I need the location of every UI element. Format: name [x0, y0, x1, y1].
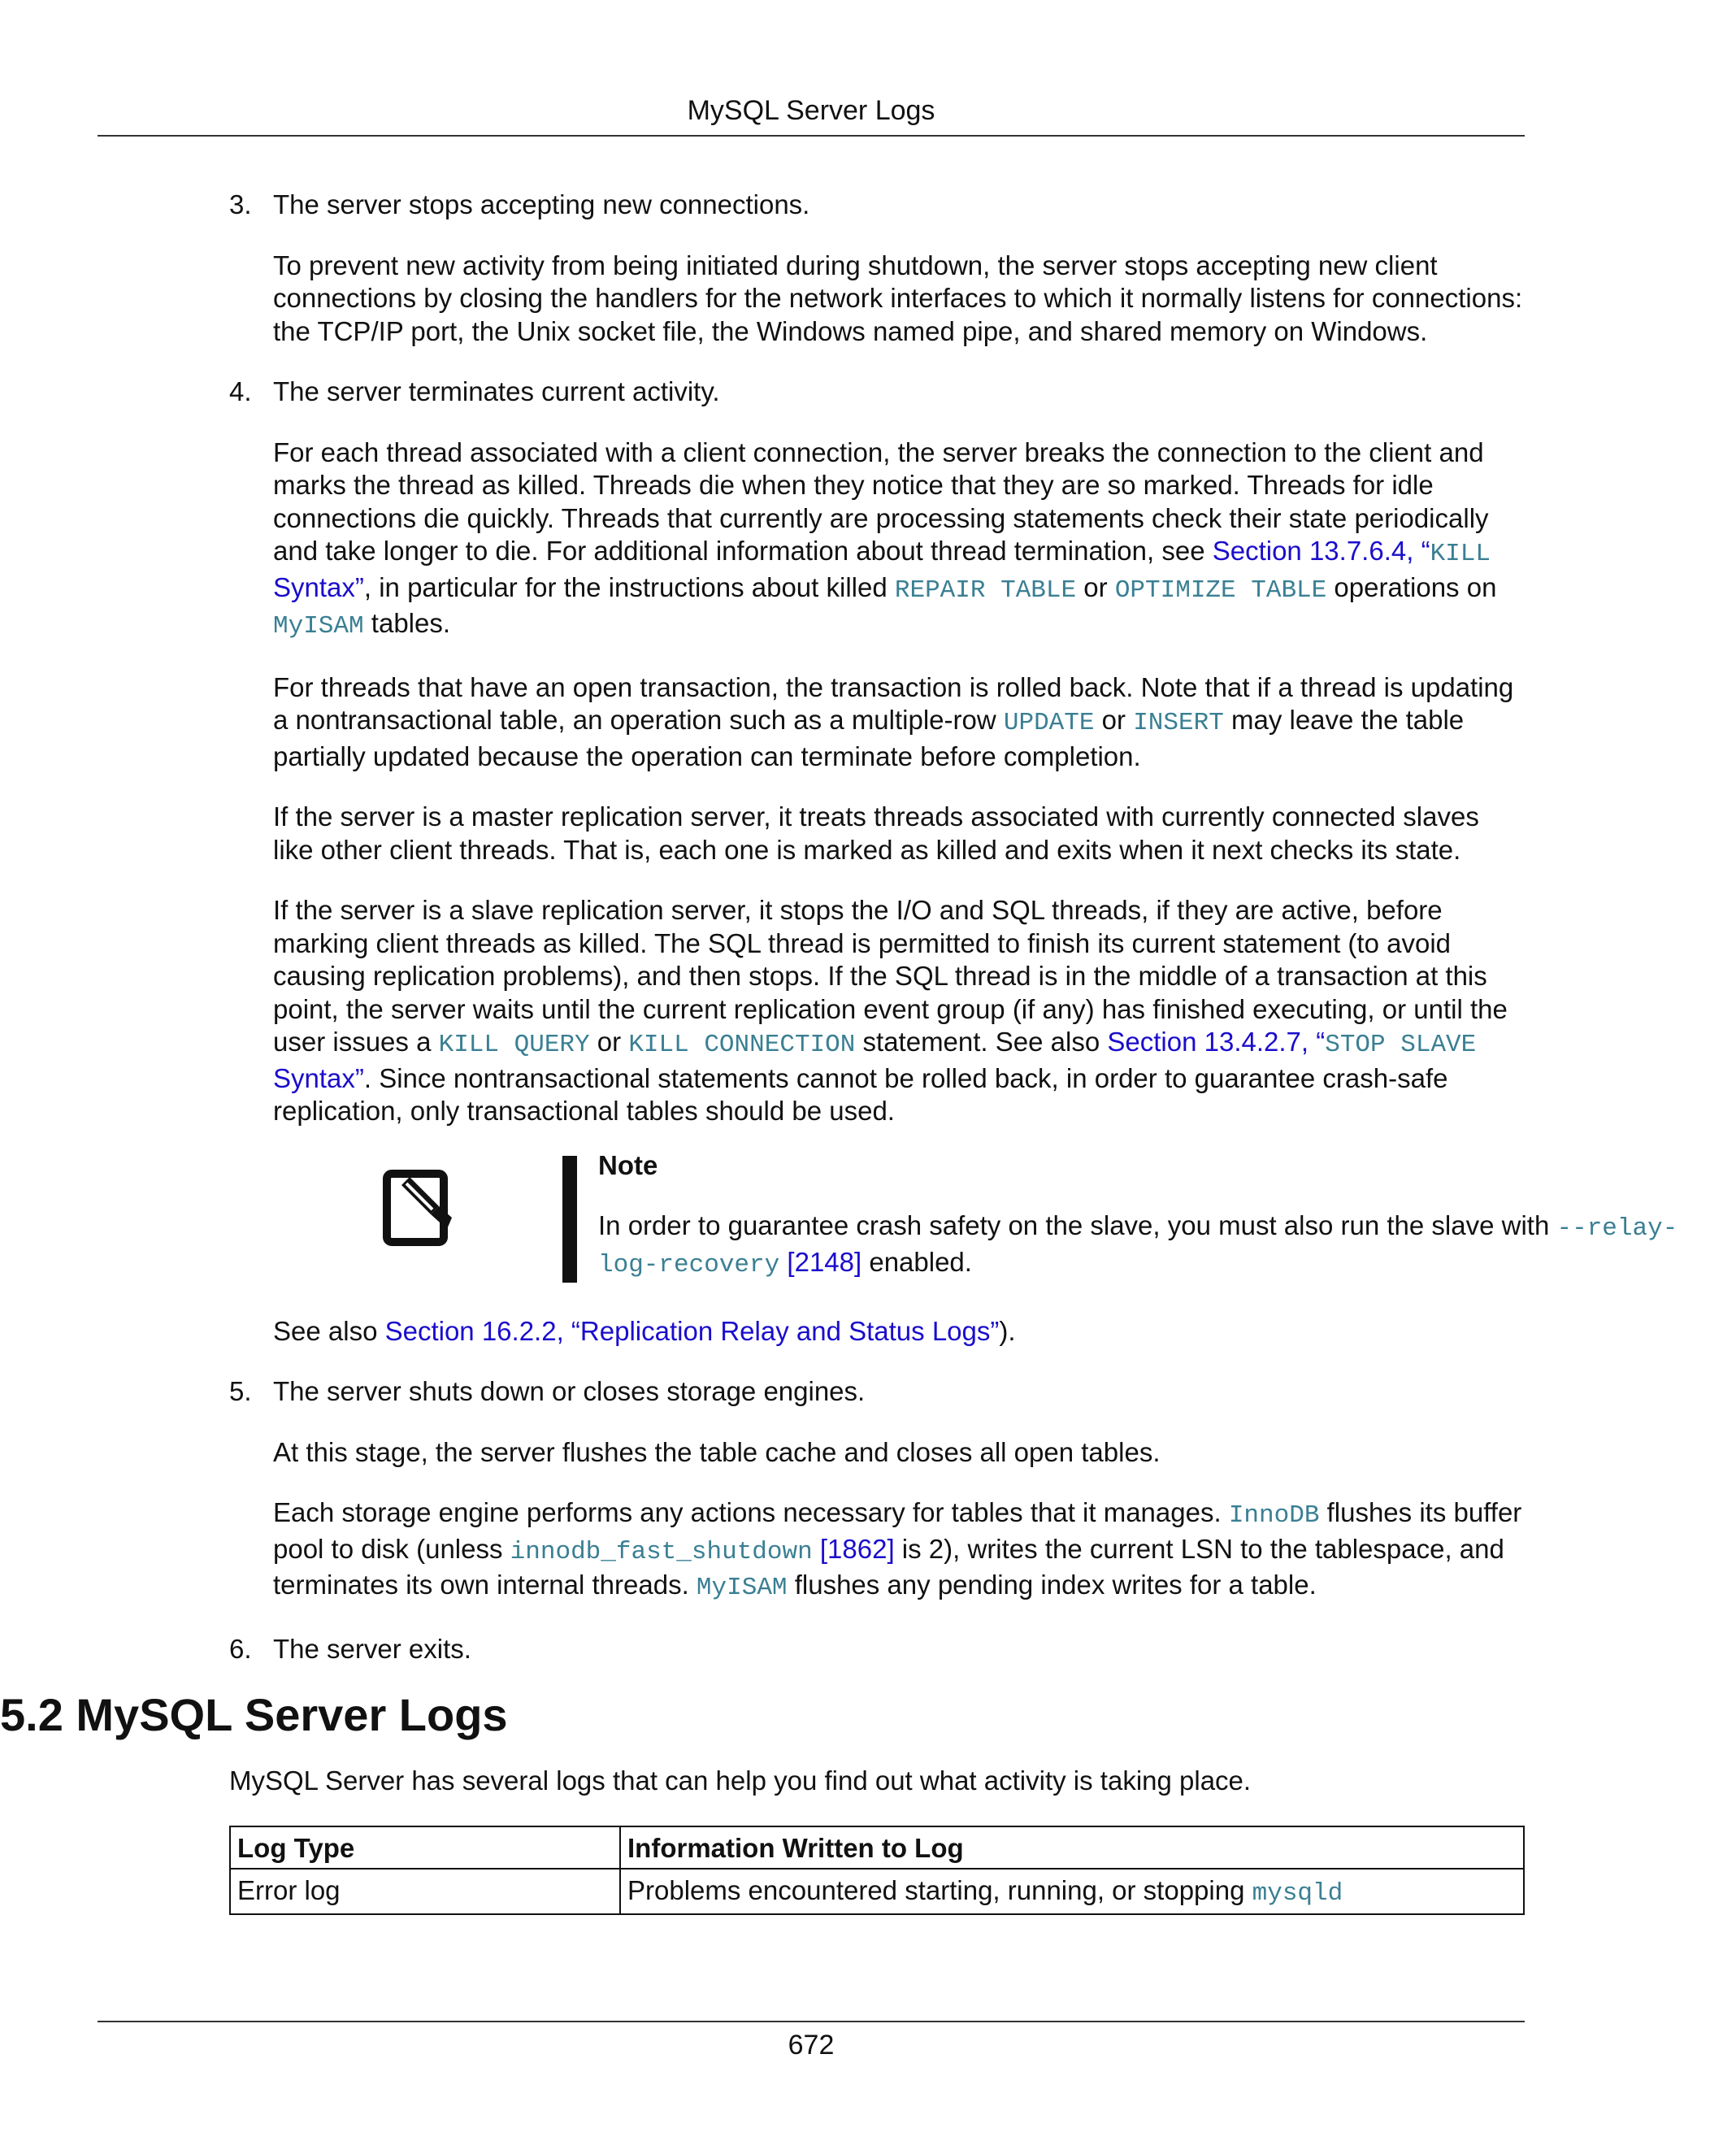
code-link-innodb-fast-shutdown[interactable]: innodb_fast_shutdown [510, 1537, 813, 1566]
code-link-update[interactable]: UPDATE [1003, 709, 1095, 737]
text-run: is 2), writes the current LSN to the tablespace, and terminates its own internal threads. [273, 1533, 1504, 1600]
text-run: For each thread associated with a client connection, the server breaks the connection to the client and marks the thread as killed. Threads die when they notice that they are so marked. Threads for idle connections die quickly. Threads that currently are processing statements check their state periodically and take longer to die. For additional information about thread termination, see [273, 436, 1489, 566]
code-link-mysqld[interactable]: mysqld [1252, 1878, 1343, 1908]
table-row [230, 1869, 1524, 1914]
link-text: Section 13.4.2.7, “ [1107, 1027, 1326, 1057]
note-pencil-icon [382, 1169, 455, 1249]
note-callout [273, 1149, 1678, 1283]
note-title: Note [598, 1149, 658, 1180]
note-bar [562, 1156, 577, 1283]
list-item-step-6 [98, 1633, 1525, 1666]
text-run: or [1094, 705, 1134, 735]
footer-rule [98, 2021, 1525, 2022]
code-link-myisam[interactable]: MyISAM [273, 612, 364, 641]
code-link-insert[interactable]: INSERT [1133, 709, 1224, 737]
text-run: For threads that have an open transaction, the transaction is rolled back. Note that if a thread is updating a nontransactional table, an operation such as a multiple-row [273, 671, 1514, 735]
step-number: 4. [229, 376, 252, 406]
page-content [0, 189, 1678, 1915]
text-run: If the server is a slave replication server, it stops the I/O and SQL threads, if they are active, before marking client threads as killed. The SQL thread is permitted to finish its current statement (to avoid causing replication problems), and then stops. If the SQL thread is in the middle of a transaction at this point, the server waits until the current replication event group (if any) has finished executing, or until the user issues a [273, 895, 1508, 1057]
step-title: The server shuts down or closes storage engines. [273, 1376, 866, 1406]
note-text [598, 1209, 1736, 1282]
step-title: The server exits. [273, 1633, 471, 1664]
link-text: Section 13.7.6.4, “ [1212, 536, 1430, 566]
text-run: may leave the table partially updated because the operation can terminate before completion. [273, 705, 1465, 771]
code-link-kill-connection[interactable]: KILL CONNECTION [628, 1031, 856, 1059]
step-paragraph [273, 894, 1525, 1128]
code-link-innodb[interactable]: InnoDB [1228, 1501, 1320, 1530]
list-item-step-5 [98, 1375, 1525, 1605]
link-text: Syntax” [273, 1062, 364, 1093]
cell-log-type: Error log [230, 1869, 620, 1914]
text-run: flushes any pending index writes for a table. [787, 1570, 1317, 1600]
step-title: The server stops accepting new connections. [273, 189, 810, 219]
step-paragraph: If the server is a master replication server, it treats threads associated with currently connected slaves like other client threads. That is, each one is marked as killed and exits when it next checks its state. [273, 801, 1479, 865]
text-run: . Since nontransactional statements cannot be rolled back, in order to guarantee crash-safe replication, only transactional tables should be used. [273, 1062, 1448, 1126]
code-link-kill-query[interactable]: KILL QUERY [438, 1031, 590, 1059]
list-item-step-3 [98, 189, 1525, 348]
section-heading-wrap [0, 1688, 1525, 1742]
text-run: statement. See also [855, 1027, 1108, 1057]
step-paragraph [273, 1315, 1525, 1348]
code-link-repair-table[interactable]: REPAIR TABLE [894, 575, 1077, 605]
running-header: MySQL Server Logs [687, 95, 935, 126]
link-relay-status-logs[interactable]: Section 16.2.2, “Replication Relay and Status Logs” [384, 1315, 1000, 1346]
link-code: STOP SLAVE [1325, 1031, 1477, 1059]
text-run: Problems encountered starting, running, or stopping [627, 1874, 1252, 1905]
code-link-optimize-table[interactable]: OPTIMIZE TABLE [1114, 575, 1327, 605]
page-number: 672 [788, 2030, 835, 2061]
link-page-ref[interactable]: [1862] [819, 1533, 895, 1564]
section-intro: MySQL Server has several logs that can help you find out what activity is taking place. [229, 1765, 1252, 1796]
section-heading: 5.2 MySQL Server Logs [0, 1689, 508, 1740]
text-run: or [589, 1027, 629, 1057]
log-types-table [229, 1826, 1525, 1915]
list-item-step-4 [98, 376, 1678, 1348]
link-page-ref[interactable]: [2148] [787, 1246, 862, 1277]
code-link-myisam[interactable]: MyISAM [696, 1574, 788, 1602]
text-run: See also [273, 1315, 385, 1346]
step-title: The server terminates current activity. [273, 376, 720, 406]
text-run: , in particular for the instructions about killed [363, 571, 895, 602]
step-number: 6. [229, 1633, 252, 1664]
cell-information [620, 1869, 1524, 1914]
note-body [598, 1149, 1736, 1283]
text-run: flushes its buffer pool to disk (unless [273, 1497, 1522, 1564]
text-run: operations on [1326, 571, 1497, 602]
text-run: Each storage engine performs any actions necessary for tables that it manages. [273, 1497, 1229, 1527]
text-run: In order to guarantee crash safety on the slave, you must also run the slave with [598, 1210, 1557, 1240]
text-run: enabled. [861, 1246, 972, 1277]
shutdown-steps-list [98, 189, 1678, 1665]
code-link-relay-log-recovery[interactable]: --relay-log-recovery [598, 1214, 1678, 1279]
column-header-log-type: Log Type [230, 1826, 620, 1869]
header-rule [98, 135, 1525, 137]
step-paragraph [273, 1496, 1525, 1605]
step-paragraph [273, 436, 1525, 644]
step-number: 5. [229, 1376, 252, 1406]
step-number: 3. [229, 189, 252, 219]
text-run: or [1076, 571, 1115, 602]
step-paragraph: To prevent new activity from being initiated during shutdown, the server stops accepting new client connections by closing the handlers for the network interfaces to which it normally listens for connections: the TCP/IP port, the Unix socket file, the Windows named pipe, and shared memory on Windows. [273, 250, 1523, 346]
column-header-information: Information Written to Log [620, 1826, 1524, 1869]
step-paragraph [273, 671, 1525, 774]
link-code: KILL [1430, 540, 1491, 568]
step-paragraph: At this stage, the server flushes the table cache and closes all open tables. [273, 1436, 1161, 1467]
text-run: tables. [363, 608, 451, 638]
table-header-row [230, 1826, 1524, 1869]
text-run: ). [999, 1315, 1016, 1346]
link-text: Syntax” [273, 571, 364, 602]
